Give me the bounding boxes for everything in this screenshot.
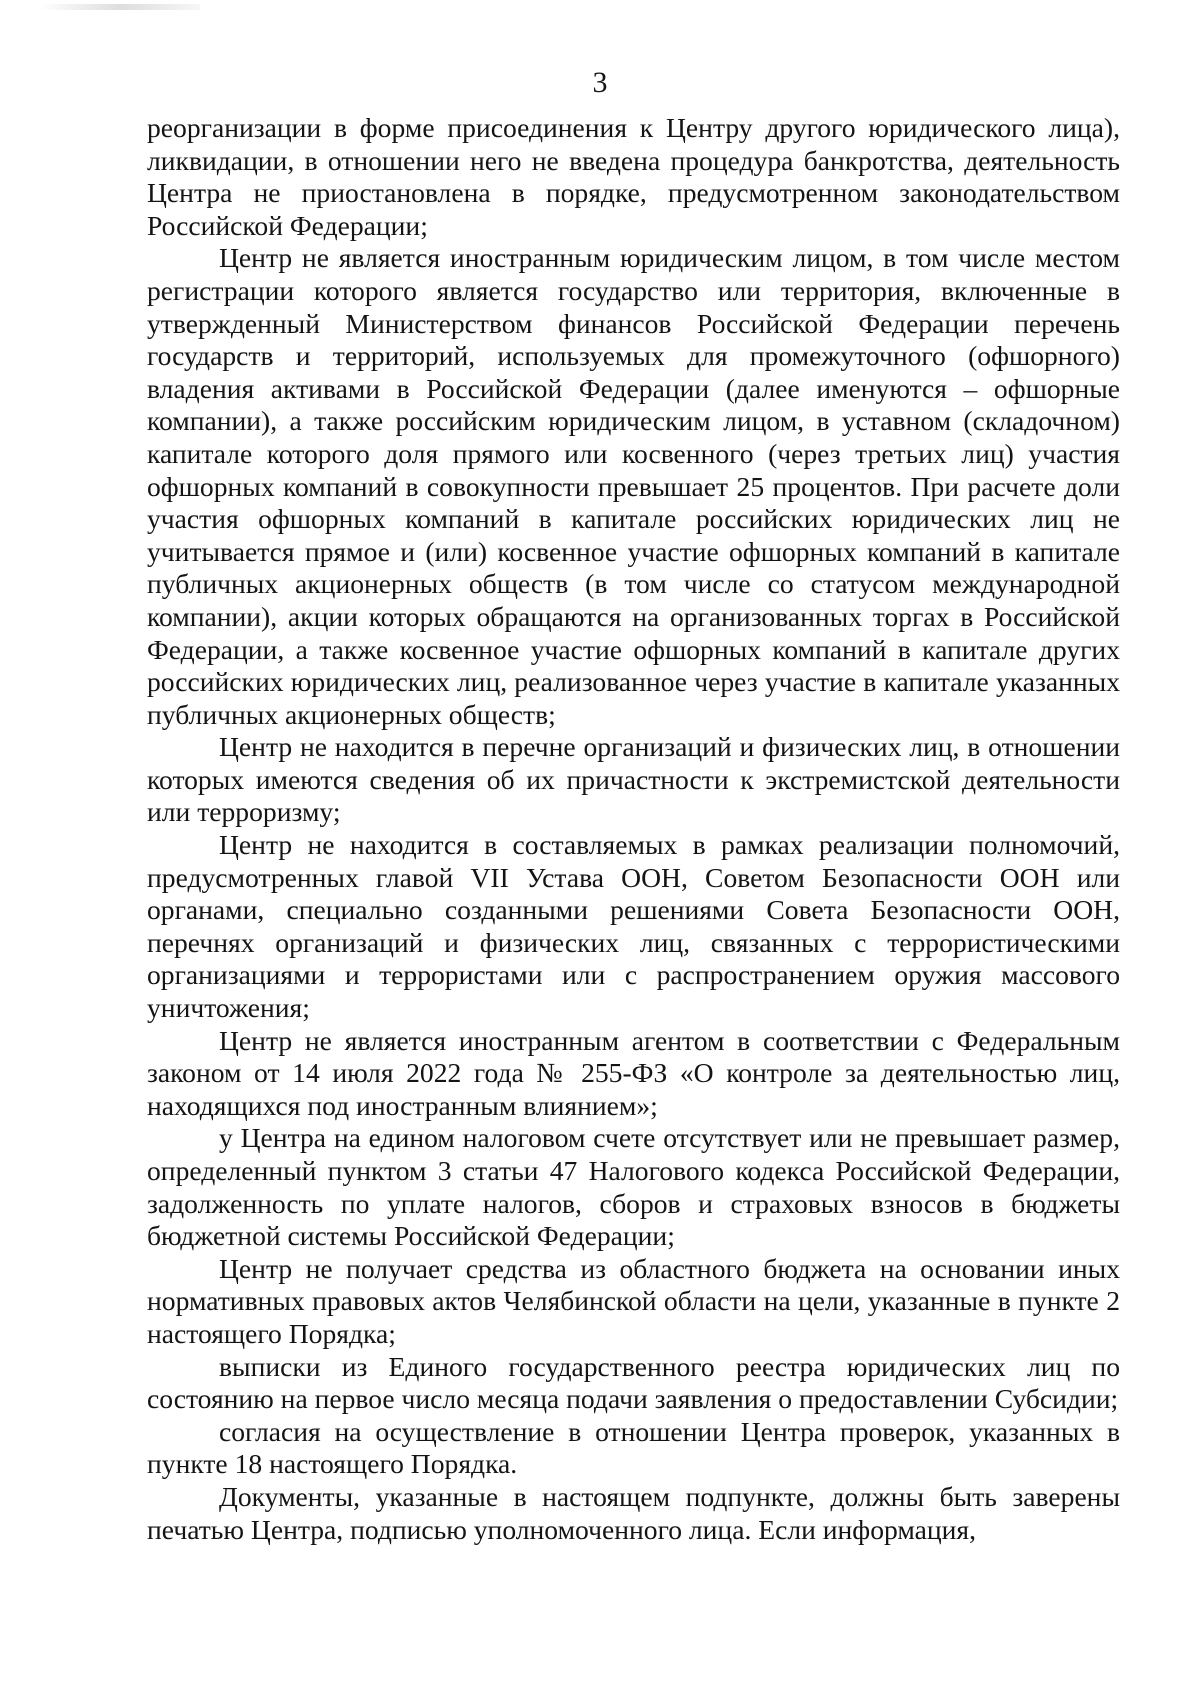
scan-artifact <box>40 4 200 10</box>
paragraph-reorganization-continuation: реорганизации в форме присоединения к Центру другого юридического лица), ликвидации, в отношении него не введена процедура банкротства, деятельность Центра не приостановлена в порядке, предусмотренном законодательством Российской Федерации; <box>147 112 1120 241</box>
paragraph-egrul-extract: выписки из Единого государственного реестра юридических лиц по состоянию на первое число месяца подачи заявления о предоставлении Субсидии; <box>147 1350 1120 1415</box>
paragraph-document-certification: Документы, указанные в настоящем подпункте, должны быть заверены печатью Центра, подписью уполномоченного лица. Если информация, <box>147 1480 1120 1545</box>
paragraph-regional-budget-funds: Центр не получает средства из областного бюджета на основании иных нормативных правовых актов Челябинской области на цели, указанные в пункте 2 настоящего Порядка; <box>147 1252 1120 1349</box>
paragraph-tax-debt: у Центра на едином налоговом счете отсутствует или не превышает размер, определенный пунктом 3 статьи 47 Налогового кодекса Российской Федерации, задолженность по уплате налогов, сборов и страховых взносов в бюджеты бюджетной системы Российской Федерации; <box>147 1122 1120 1252</box>
page-number: 3 <box>592 66 608 99</box>
paragraph-foreign-agent: Центр не является иностранным агентом в соответствии с Федеральным законом от 14 июля 2022 года № 255-ФЗ «О контроле за деятельностью лиц, находящихся под иностранным влиянием»; <box>147 1024 1120 1121</box>
paragraph-offshore-companies: Центр не является иностранным юридическим лицом, в том числе местом регистрации которого является государство или территория, включенные в утвержденный Министерством финансов Российской Федерации перечень государств и территорий, используемых для промежуточного (офшорного) владения активами в Российской Федерации (далее именуются – офшорные компании), а также российским юридическим лицом, в уставном (складочном) капитале которого доля прямого или косвенного (через третьих лиц) участия офшорных компаний в совокупности превышает 25 процентов. При расчете доли участия офшорных компаний в капитале российских юридических лиц не учитывается прямое и (или) косвенное участие офшорных компаний в капитале публичных акционерных обществ (в том числе со статусом международной компании), акции которых обращаются на организованных торгах в Российской Федерации, а также косвенное участие офшорных компаний в капитале других российских юридических лиц, реализованное через участие в капитале указанных публичных акционерных обществ; <box>147 242 1120 730</box>
body-text <box>147 112 1120 1546</box>
paragraph-inspection-consent: согласия на осуществление в отношении Центра проверок, указанных в пункте 18 настоящего Порядка. <box>147 1415 1120 1480</box>
paragraph-extremism-list: Центр не находится в перечне организаций и физических лиц, в отношении которых имеются сведения об их причастности к экстремистской деятельности или терроризму; <box>147 731 1120 828</box>
paragraph-un-security-council-lists: Центр не находится в составляемых в рамках реализации полномочий, предусмотренных главой VII Устава ООН, Советом Безопасности ООН или органами, специально созданными решениями Совета Безопасности ООН, перечнях организаций и физических лиц, связанных с террористическими организациями и террористами или с распространением оружия массового уничтожения; <box>147 829 1120 1024</box>
